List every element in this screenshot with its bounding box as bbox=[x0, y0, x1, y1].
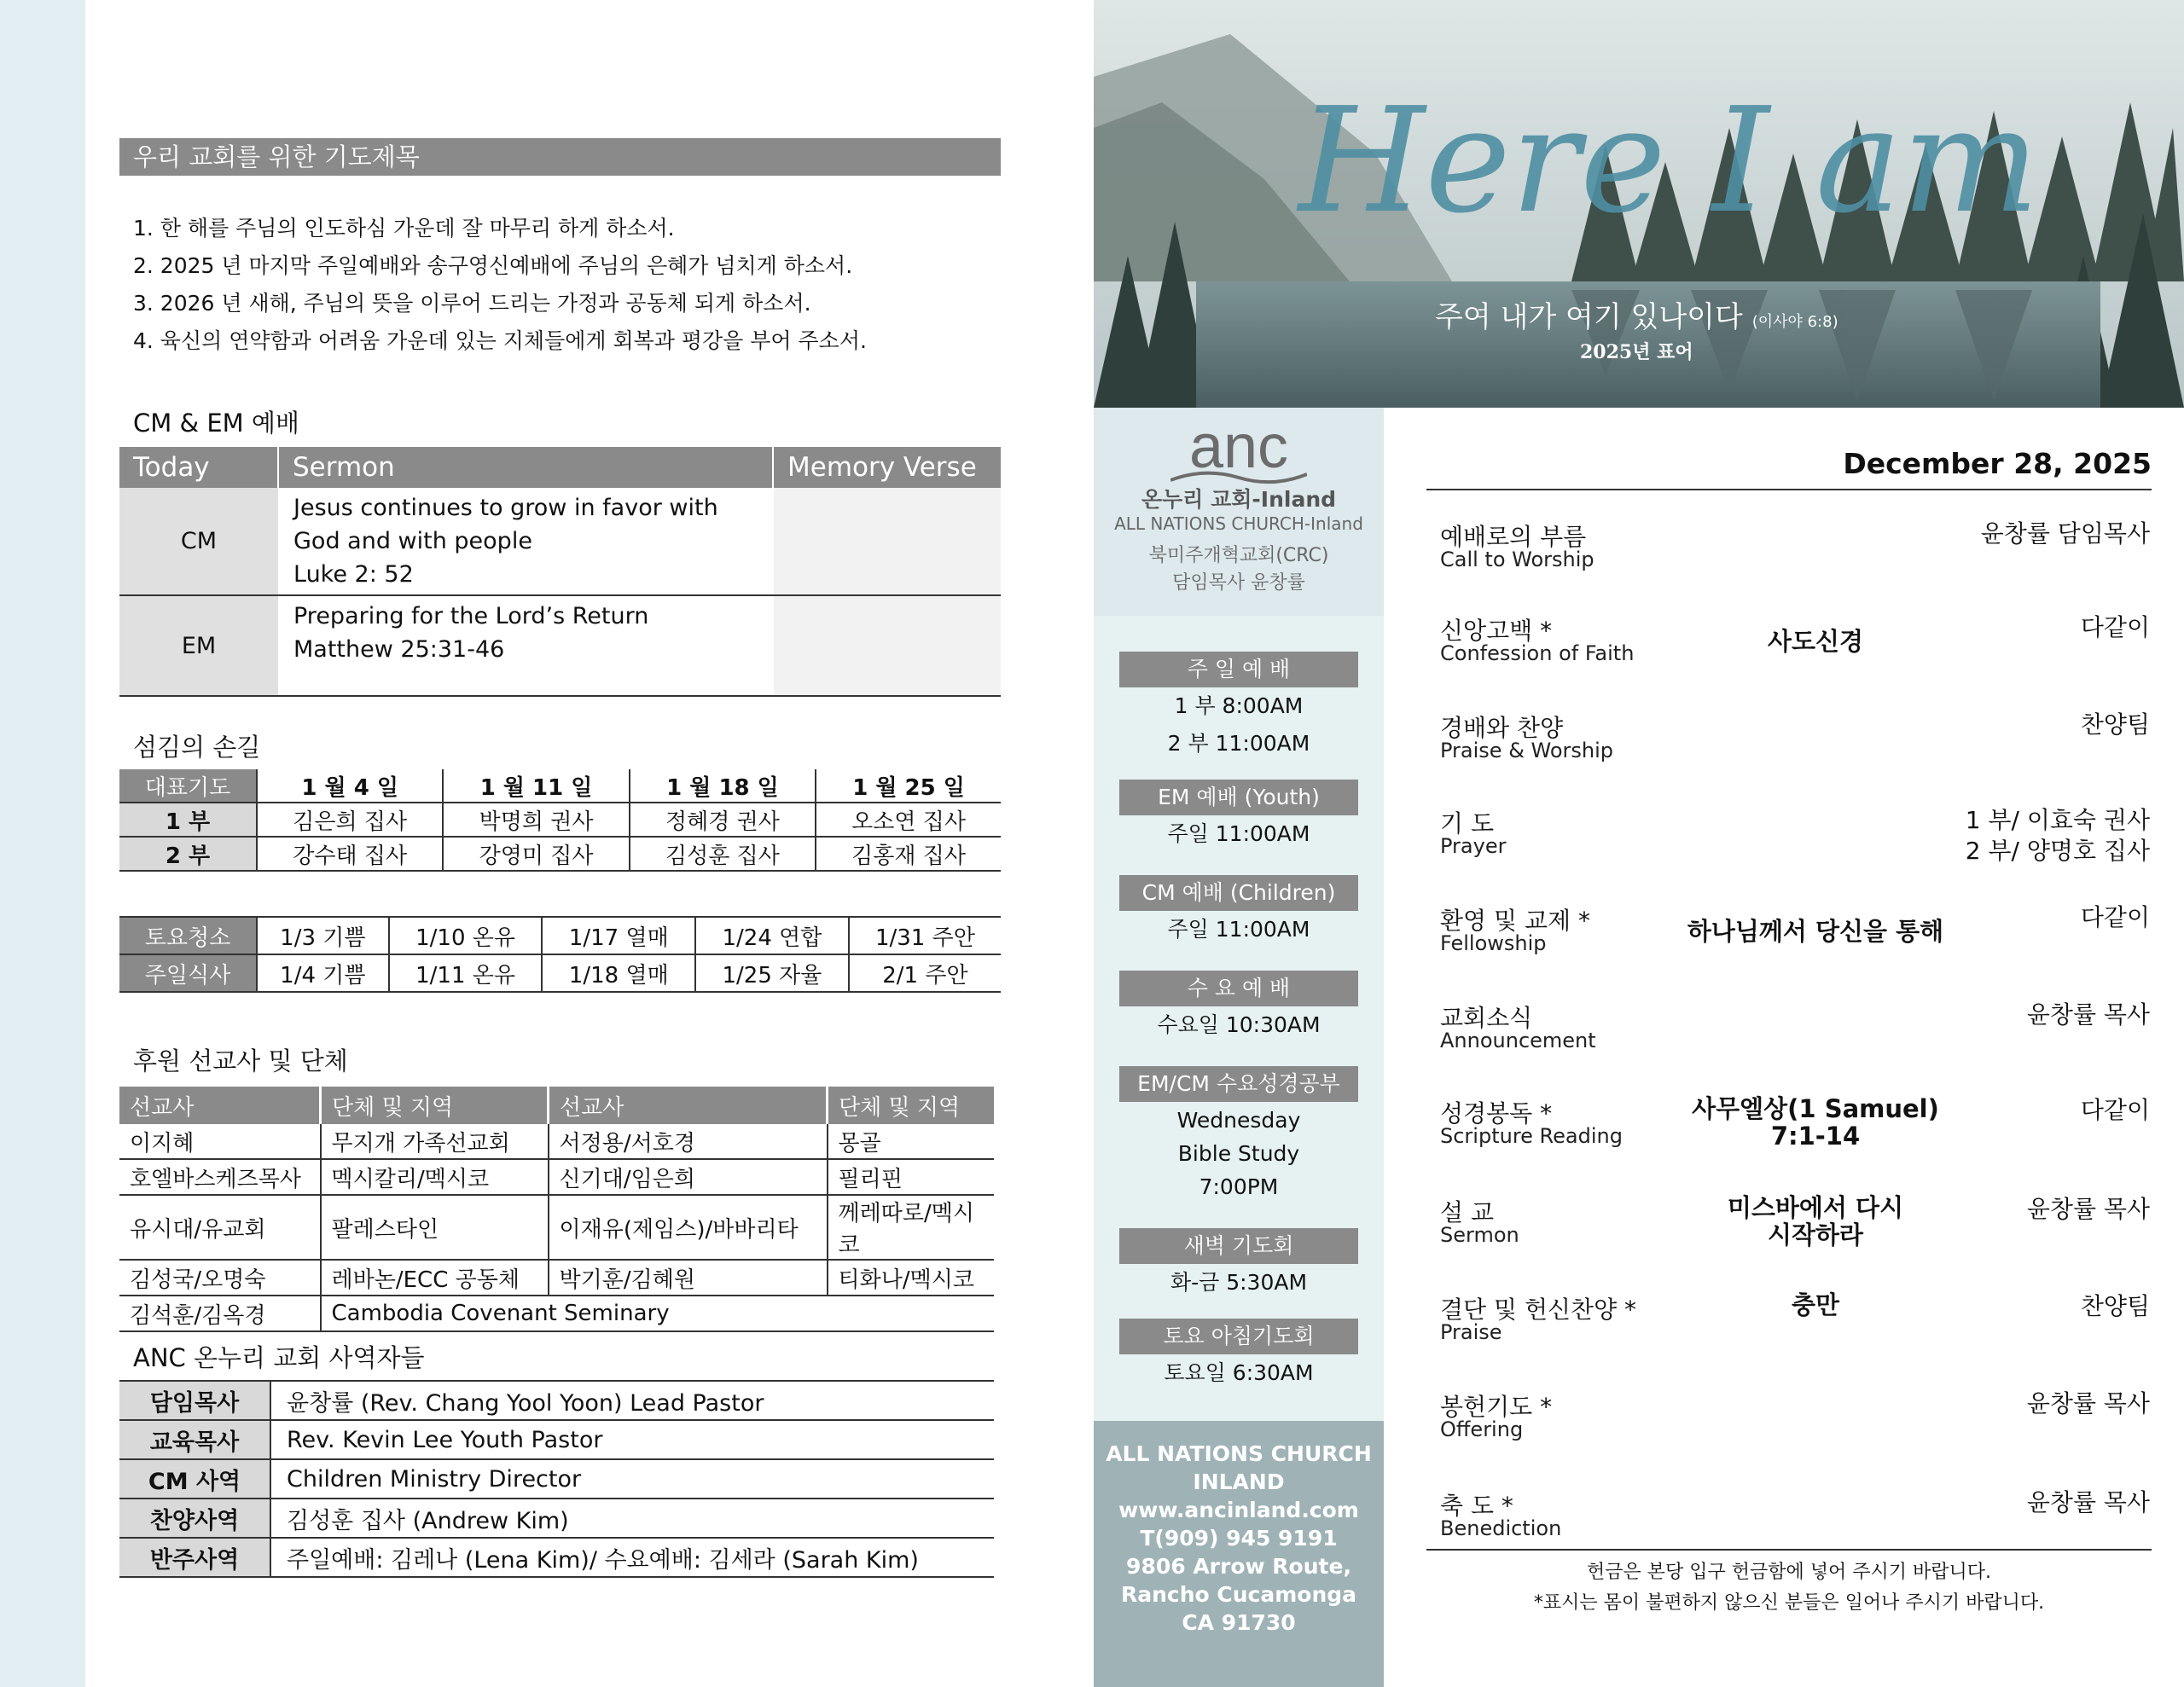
memory-verse-cell bbox=[773, 488, 1001, 595]
missions-cell: 이재유(제임스)/바바리타 bbox=[549, 1195, 828, 1260]
staff-role: 담임목사 bbox=[119, 1381, 270, 1420]
worship-schedule-panel bbox=[1094, 616, 1384, 1421]
schedule-time: 2 부 11:00AM bbox=[1167, 731, 1310, 756]
order-item-title-ko: 설 교 bbox=[1440, 1198, 1494, 1226]
missions-cell: 필리핀 bbox=[828, 1159, 995, 1195]
cover-subtitle bbox=[1435, 293, 1838, 335]
order-item-content: 사무엘상(1 Samuel) 7:1-14 bbox=[1692, 1094, 1939, 1151]
table-row bbox=[119, 1381, 994, 1420]
clean-row-label: 주일식사 bbox=[119, 954, 257, 992]
prayer-item: 2. 2025 년 마지막 주일예배와 송구영신예배에 주님의 은혜가 넘치게 하소서. bbox=[133, 253, 853, 278]
order-item-title-en: Benediction bbox=[1440, 1516, 1562, 1540]
missions-cell: 께레따로/멕시코 bbox=[828, 1195, 995, 1260]
sermon-table bbox=[119, 447, 1001, 697]
order-item-content: 사도신경 bbox=[1767, 627, 1864, 656]
order-item-leader: 찬양팀 bbox=[2080, 1292, 2150, 1320]
staff-name: Rev. Kevin Lee Youth Pastor bbox=[270, 1420, 994, 1459]
table-row bbox=[119, 837, 1001, 871]
order-item bbox=[1440, 710, 2150, 795]
contact-panel bbox=[1094, 1421, 1384, 1687]
schedule-time: 토요일 6:30AM bbox=[1164, 1360, 1314, 1385]
sermon-cell bbox=[278, 595, 773, 696]
table-row bbox=[119, 803, 1001, 837]
table-row bbox=[119, 1538, 994, 1577]
order-item-title-ko: 교회소식 bbox=[1440, 1004, 1533, 1032]
table-row bbox=[119, 1124, 994, 1159]
missions-cell: 멕시칼리/멕시코 bbox=[321, 1159, 549, 1195]
order-divider bbox=[1426, 1549, 2152, 1551]
table-row bbox=[119, 954, 1001, 992]
cover-year-line: 2025년 표어 bbox=[1580, 341, 1693, 363]
sermon-header-sermon: Sermon bbox=[278, 447, 773, 488]
prayer-item: 1. 한 해를 주님의 인도하심 가운데 잘 마무리 하게 하소서. bbox=[133, 216, 675, 241]
prayer-item: 3. 2026 년 새해, 주님의 뜻을 이루어 드리는 가정과 공동체 되게 하소서. bbox=[133, 291, 811, 316]
service-cell: 정혜경 권사 bbox=[630, 803, 816, 837]
cover-subtitle-text: 주여 내가 여기 있나이다 bbox=[1435, 300, 1743, 334]
order-item-title-ko: 성경봉독 * bbox=[1440, 1099, 1553, 1128]
staff-role: 교육목사 bbox=[119, 1420, 270, 1459]
order-item bbox=[1440, 1291, 2150, 1377]
missions-cell: 팔레스타인 bbox=[321, 1195, 549, 1260]
schedule-label: 수 요 예 배 bbox=[1119, 971, 1358, 1006]
order-item-leader: 다같이 bbox=[2080, 613, 2150, 641]
order-item-title-en: Call to Worship bbox=[1440, 548, 1594, 571]
service-header: 1 월 25 일 bbox=[816, 769, 1001, 803]
schedule-time: Bible Study bbox=[1177, 1141, 1300, 1166]
missions-header: 단체 및 지역 bbox=[321, 1087, 549, 1124]
order-item-title-ko: 경배와 찬양 bbox=[1440, 714, 1564, 742]
table-row bbox=[119, 1159, 994, 1195]
order-item-title-en: Sermon bbox=[1440, 1223, 1519, 1247]
sermon-line: Matthew 25:31-46 bbox=[293, 636, 505, 663]
missions-cell: Cambodia Covenant Seminary bbox=[321, 1296, 995, 1331]
church-logo-panel bbox=[1094, 408, 1384, 616]
logo-denomination: 북미주개혁교회(CRC) bbox=[1148, 545, 1329, 566]
contact-line: ALL NATIONS CHURCH bbox=[1106, 1441, 1372, 1466]
service-cell: 박명희 권사 bbox=[443, 803, 629, 837]
missions-cell: 무지개 가족선교회 bbox=[321, 1124, 549, 1159]
contact-line: 9806 Arrow Route, bbox=[1126, 1554, 1351, 1579]
service-row-label: 2 부 bbox=[119, 837, 257, 871]
service-row-label: 1 부 bbox=[119, 803, 257, 837]
order-item-leader: 윤창률 목사 bbox=[2026, 1195, 2150, 1223]
clean-cell: 1/24 연합 bbox=[695, 917, 849, 954]
clean-cell: 2/1 주안 bbox=[849, 954, 1001, 992]
service-heading: 섬김의 손길 bbox=[133, 733, 261, 762]
table-row bbox=[119, 595, 1001, 696]
order-item-leader: 1 부/ 이효숙 권사 2 부/ 양명호 집사 bbox=[1965, 806, 2150, 865]
logo-name-en: ALL NATIONS CHURCH-Inland bbox=[1114, 513, 1363, 534]
left-margin-stripe bbox=[0, 0, 85, 1687]
sermon-line: Jesus continues to grow in favor with bbox=[293, 495, 718, 521]
order-item-title-en: Announcement bbox=[1440, 1029, 1596, 1052]
staff-heading: ANC 온누리 교회 사역자들 bbox=[133, 1343, 425, 1372]
logo-pastor: 담임목사 윤창률 bbox=[1172, 572, 1305, 594]
order-item-content: 충만 bbox=[1791, 1290, 1840, 1319]
staff-name: Children Ministry Director bbox=[270, 1459, 994, 1499]
table-row bbox=[119, 1420, 994, 1459]
order-item-leader: 다같이 bbox=[2080, 1096, 2150, 1124]
logo-name-ko: 온누리 교회-Inland bbox=[1141, 487, 1337, 512]
staff-role: CM 사역 bbox=[119, 1459, 270, 1499]
missions-header: 선교사 bbox=[119, 1087, 321, 1124]
cover-script-title: Here I am bbox=[1298, 77, 2040, 246]
contact-line: CA 91730 bbox=[1182, 1610, 1296, 1635]
order-item-leader: 찬양팀 bbox=[2080, 710, 2150, 739]
sermon-row-label: CM bbox=[119, 488, 278, 595]
order-item-title-en: Prayer bbox=[1440, 834, 1507, 858]
service-header: 1 월 4 일 bbox=[257, 769, 443, 803]
order-item-title-ko: 봉헌기도 * bbox=[1440, 1393, 1553, 1421]
cm-em-heading: CM & EM 예배 bbox=[133, 409, 299, 438]
service-cell: 오소연 집사 bbox=[816, 803, 1001, 837]
schedule-label: EM 예배 (Youth) bbox=[1119, 780, 1358, 815]
order-item-title-en: Fellowship bbox=[1440, 931, 1547, 955]
cover-image bbox=[1094, 0, 2184, 408]
schedule-label: 주 일 예 배 bbox=[1119, 652, 1358, 687]
contact-line: Rancho Cucamonga bbox=[1120, 1582, 1357, 1607]
missions-cell: 이지혜 bbox=[119, 1124, 321, 1159]
service-cell: 김성훈 집사 bbox=[630, 837, 816, 871]
anc-logo-mark: anc bbox=[1188, 413, 1289, 481]
schedule-time: 7:00PM bbox=[1199, 1174, 1279, 1199]
order-item-content: 하나님께서 당신을 통해 bbox=[1687, 917, 1944, 946]
schedule-time: 주일 11:00AM bbox=[1167, 821, 1310, 846]
schedule-label: CM 예배 (Children) bbox=[1119, 875, 1358, 911]
staff-name: 김성훈 집사 (Andrew Kim) bbox=[270, 1499, 994, 1538]
clean-cell: 1/4 기쁨 bbox=[257, 954, 389, 992]
clean-cell: 1/18 열매 bbox=[542, 954, 695, 992]
order-item-title-ko: 기 도 bbox=[1440, 809, 1494, 838]
cover-subtitle-ref: (이사야 6:8) bbox=[1751, 313, 1838, 331]
sermon-cell bbox=[278, 488, 773, 595]
missions-cell: 박기훈/김혜원 bbox=[549, 1260, 828, 1296]
order-item-leader: 윤창률 목사 bbox=[2026, 1389, 2150, 1417]
missions-cell: 티화나/멕시코 bbox=[828, 1260, 995, 1296]
missions-table bbox=[119, 1087, 994, 1332]
offering-note: 헌금은 본당 입구 헌금함에 넣어 주시기 바랍니다. bbox=[1587, 1562, 1991, 1583]
order-item bbox=[1440, 1194, 2150, 1279]
table-row bbox=[119, 488, 1001, 595]
service-header: 1 월 18 일 bbox=[630, 769, 816, 803]
order-item-title-en: Offering bbox=[1440, 1417, 1524, 1441]
missions-heading: 후원 선교사 및 단체 bbox=[133, 1046, 348, 1075]
order-item bbox=[1440, 805, 2150, 890]
clean-cell: 1/10 온유 bbox=[389, 917, 543, 954]
bulletin-notes bbox=[1426, 1557, 2152, 1619]
order-item bbox=[1440, 1000, 2150, 1085]
schedule-label: 새벽 기도회 bbox=[1119, 1228, 1358, 1264]
missions-cell: 신기대/임은희 bbox=[549, 1159, 828, 1195]
cleaning-meal-table bbox=[119, 916, 1001, 993]
clean-cell: 1/11 온유 bbox=[389, 954, 543, 992]
date-divider bbox=[1426, 489, 2152, 490]
missions-cell: 김성국/오명숙 bbox=[119, 1260, 321, 1296]
logo-wave-icon bbox=[1170, 467, 1307, 484]
sermon-header-memory: Memory Verse bbox=[773, 447, 1001, 488]
service-header: 1 월 11 일 bbox=[443, 769, 629, 803]
service-cell: 강수태 집사 bbox=[257, 837, 443, 871]
missions-cell: 호엘바스케즈목사 bbox=[119, 1159, 321, 1195]
order-item-leader: 다같이 bbox=[2080, 903, 2150, 931]
service-header: 대표기도 bbox=[119, 769, 257, 803]
missions-cell: 서정용/서호경 bbox=[549, 1124, 828, 1159]
missions-header: 선교사 bbox=[549, 1087, 828, 1124]
schedule-time: 화-금 5:30AM bbox=[1170, 1270, 1308, 1295]
clean-cell: 1/3 기쁨 bbox=[257, 917, 389, 954]
sermon-line: Luke 2: 52 bbox=[293, 561, 414, 588]
service-cell: 김홍재 집사 bbox=[816, 837, 1001, 871]
sermon-header-today: Today bbox=[119, 447, 278, 488]
clean-cell: 1/25 자율 bbox=[695, 954, 849, 992]
clean-row-label: 토요청소 bbox=[119, 917, 257, 954]
order-item-leader: 윤창률 목사 bbox=[2026, 1000, 2150, 1029]
schedule-time: 주일 11:00AM bbox=[1167, 917, 1310, 942]
prayer-item: 4. 육신의 연약함과 어려움 가운데 있는 지체들에게 회복과 평강을 부어 주소서. bbox=[133, 328, 867, 353]
missions-cell: 김석훈/김옥경 bbox=[119, 1296, 321, 1331]
schedule-time: 1 부 8:00AM bbox=[1174, 693, 1304, 718]
order-item-title-en: Praise bbox=[1440, 1320, 1502, 1344]
missions-cell: 레바논/ECC 공동체 bbox=[321, 1260, 549, 1296]
table-row bbox=[119, 1296, 994, 1331]
order-item bbox=[1440, 612, 2150, 698]
order-item-title-en: Scripture Reading bbox=[1440, 1124, 1623, 1148]
table-row bbox=[119, 917, 1001, 954]
contact-website[interactable]: www.ancinland.com bbox=[1118, 1498, 1359, 1522]
table-row bbox=[119, 1459, 994, 1499]
missions-header: 단체 및 지역 bbox=[828, 1087, 995, 1124]
order-item-title-ko: 신앙고백 * bbox=[1440, 617, 1553, 645]
prayer-section-title: 우리 교회를 위한 기도제목 bbox=[119, 138, 1001, 176]
order-item-leader: 윤창률 담임목사 bbox=[1980, 519, 2150, 548]
clean-cell: 1/17 열매 bbox=[542, 917, 695, 954]
order-item-leader: 윤창률 목사 bbox=[2026, 1488, 2150, 1516]
order-item bbox=[1440, 519, 2150, 604]
contact-line: INLAND bbox=[1193, 1470, 1285, 1494]
order-item-title-ko: 예배로의 부름 bbox=[1440, 523, 1587, 551]
standing-note: *표시는 몸이 불편하지 않으신 분들은 일어나 주시기 바랍니다. bbox=[1533, 1592, 2045, 1614]
table-row bbox=[119, 1260, 994, 1296]
missions-cell: 몽골 bbox=[828, 1124, 995, 1159]
order-item bbox=[1440, 1095, 2150, 1180]
schedule-time: Wednesday bbox=[1176, 1108, 1301, 1133]
order-item-title-ko: 결단 및 헌신찬양 * bbox=[1440, 1296, 1637, 1324]
order-item-title-en: Praise & Worship bbox=[1440, 739, 1614, 762]
clean-cell: 1/31 주안 bbox=[849, 917, 1001, 954]
staff-role: 찬양사역 bbox=[119, 1499, 270, 1538]
service-cell: 김은희 집사 bbox=[257, 803, 443, 837]
service-table bbox=[119, 769, 1001, 872]
order-item-title-ko: 축 도 * bbox=[1440, 1492, 1513, 1520]
staff-name: 주일예배: 김레나 (Lena Kim)/ 수요예배: 김세라 (Sarah Kim) bbox=[270, 1538, 994, 1577]
staff-table bbox=[119, 1380, 994, 1578]
staff-name: 윤창률 (Rev. Chang Yool Yoon) Lead Pastor bbox=[270, 1381, 994, 1420]
order-item bbox=[1440, 902, 2150, 988]
service-cell: 강영미 집사 bbox=[443, 837, 629, 871]
bulletin-date: December 28, 2025 bbox=[1843, 447, 2152, 480]
memory-verse-cell bbox=[773, 595, 1001, 696]
table-row bbox=[119, 1499, 994, 1538]
sermon-row-label: EM bbox=[119, 595, 278, 696]
schedule-label: EM/CM 수요성경공부 bbox=[1119, 1066, 1358, 1102]
sermon-line: Preparing for the Lord’s Return bbox=[293, 603, 649, 629]
order-item-title-ko: 환영 및 교제 * bbox=[1440, 907, 1590, 935]
contact-phone: T(909) 945 9191 bbox=[1140, 1526, 1338, 1551]
sermon-line: God and with people bbox=[293, 528, 532, 554]
missions-cell: 유시대/유교회 bbox=[119, 1195, 321, 1260]
order-item-content: 미스바에서 다시 시작하라 bbox=[1727, 1193, 1904, 1249]
order-item bbox=[1440, 1388, 2150, 1474]
schedule-label: 토요 아침기도회 bbox=[1119, 1319, 1358, 1354]
table-row bbox=[119, 1195, 994, 1260]
prayer-list bbox=[133, 210, 986, 360]
staff-role: 반주사역 bbox=[119, 1538, 270, 1577]
order-item-title-en: Confession of Faith bbox=[1440, 641, 1635, 665]
schedule-time: 수요일 10:30AM bbox=[1157, 1012, 1321, 1037]
